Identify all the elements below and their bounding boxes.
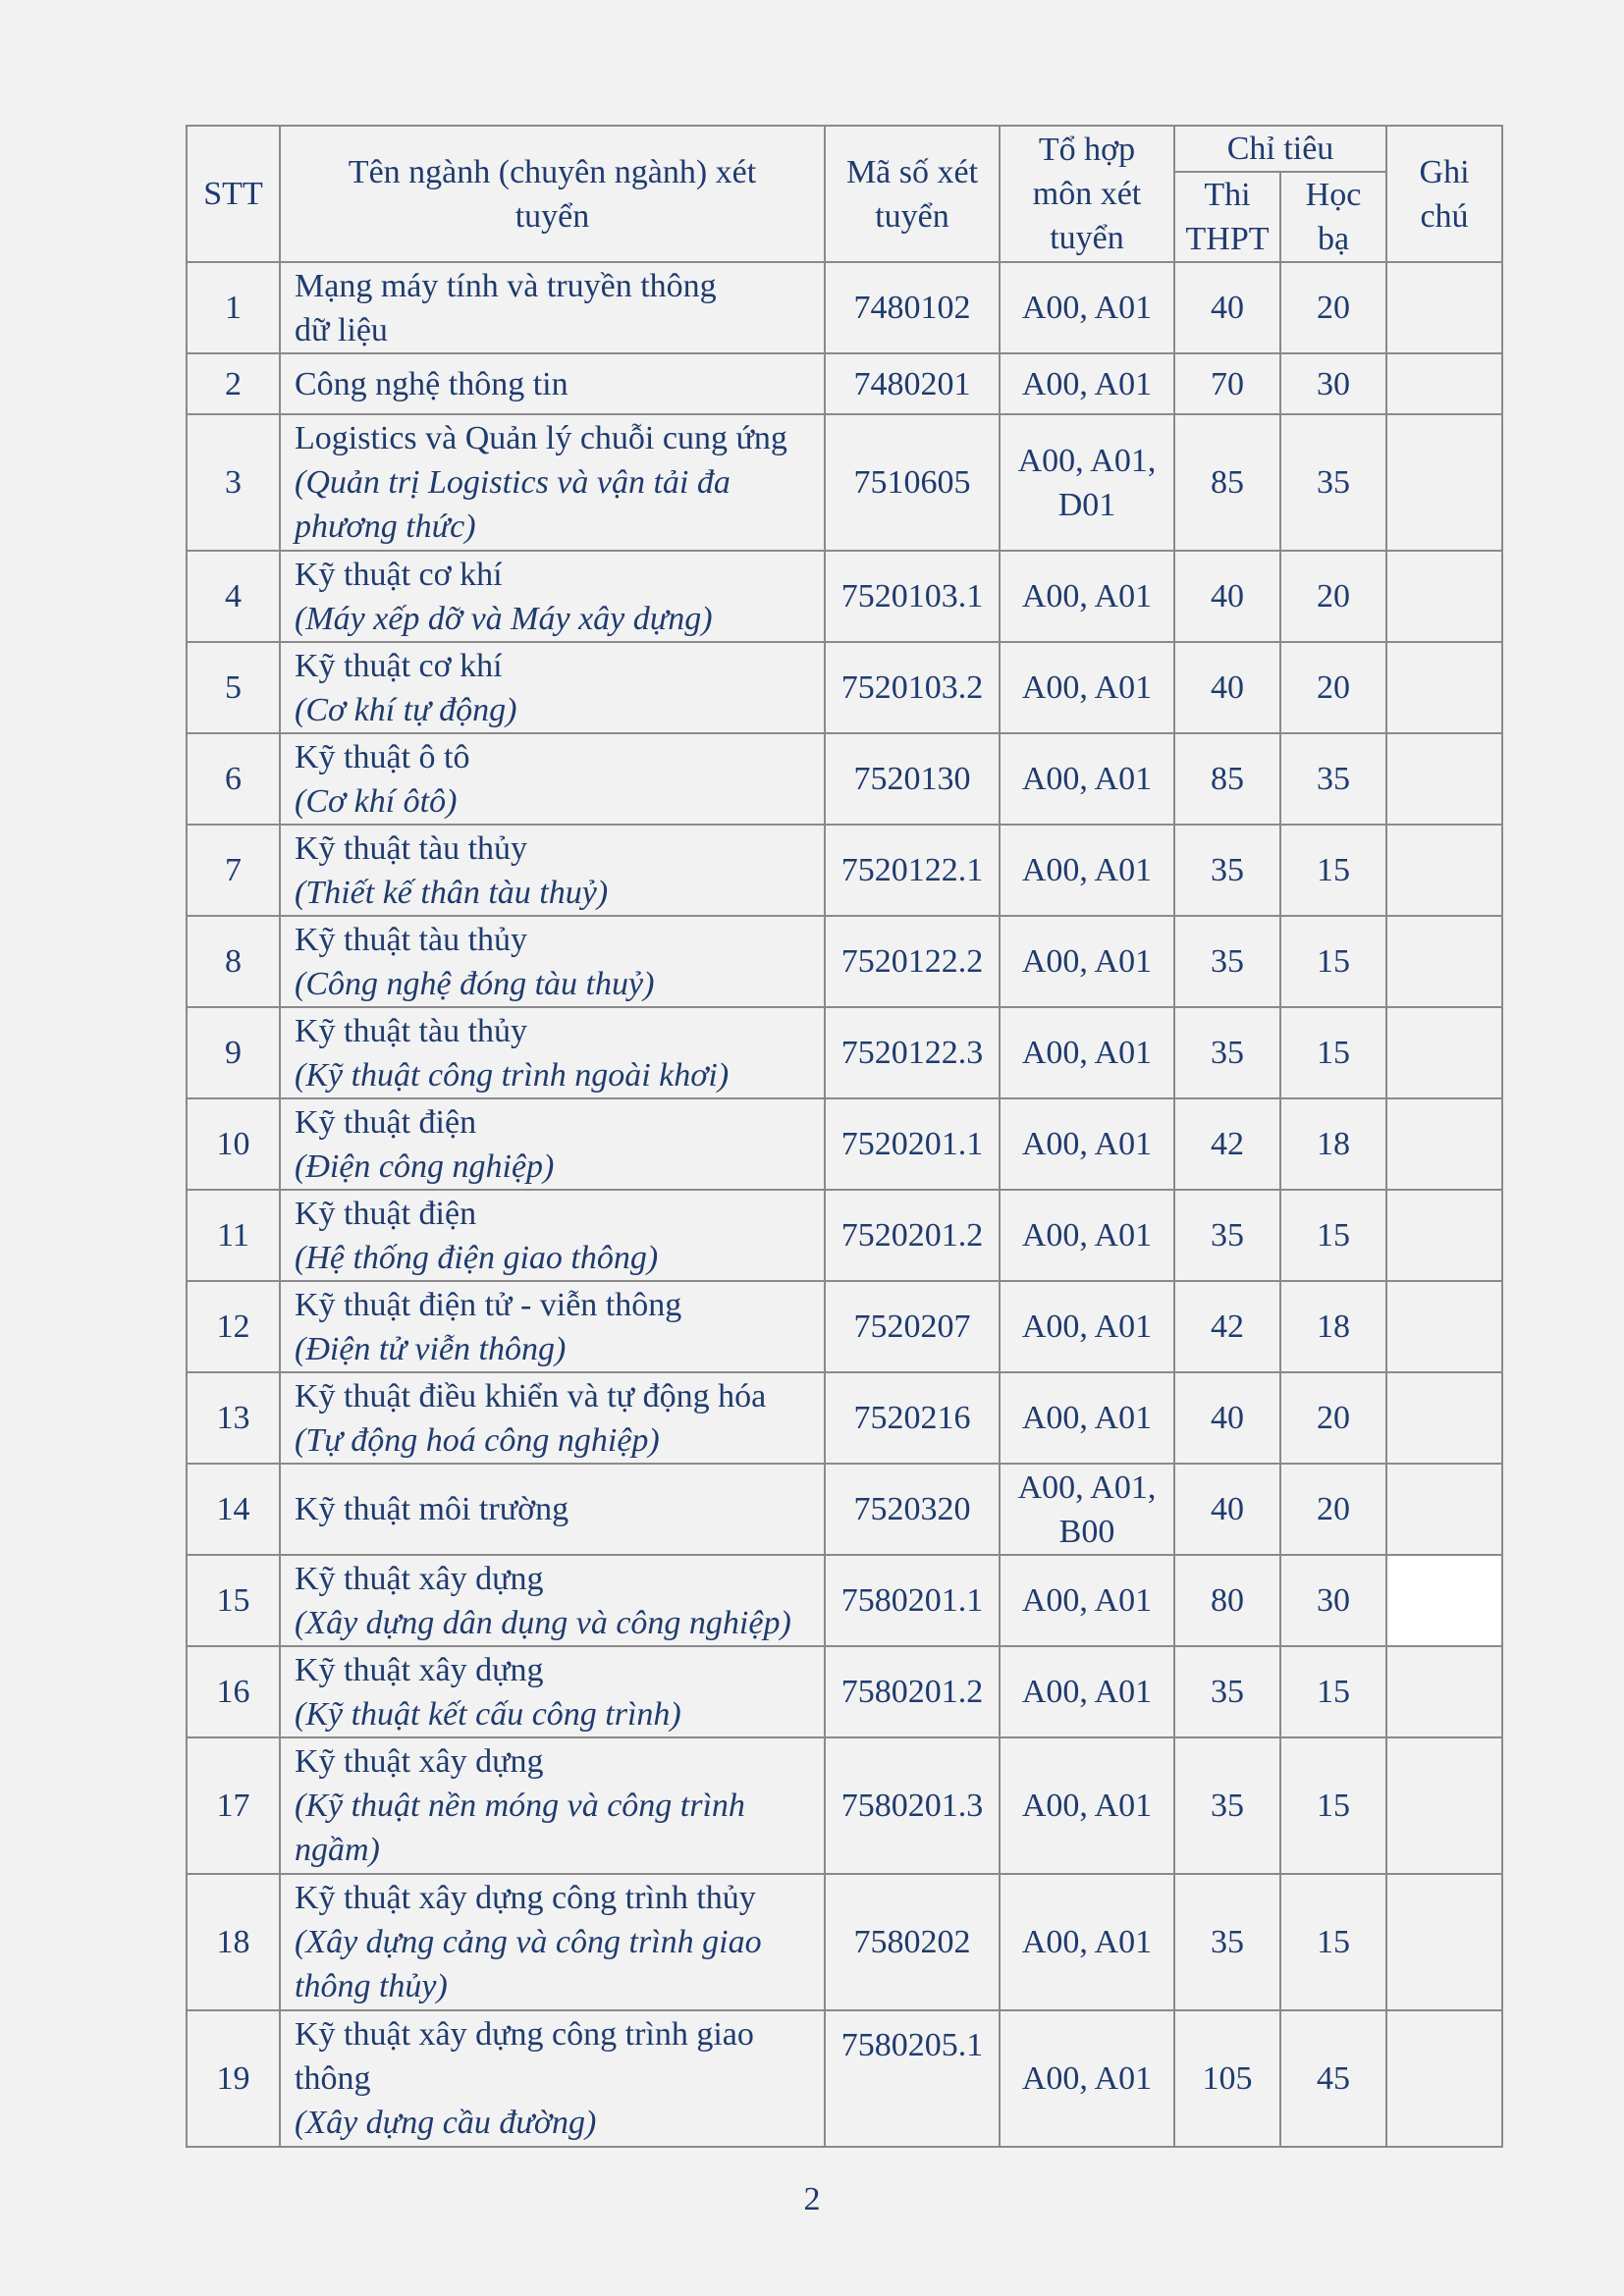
row-program-name [280, 1737, 825, 1874]
row-note [1386, 825, 1502, 916]
program-name: Kỹ thuật môi trường [295, 1491, 569, 1527]
row-quota-hocba: 20 [1280, 551, 1386, 642]
row-code: 7480201 [825, 353, 1000, 414]
program-name: Kỹ thuật xây dựng [295, 1651, 544, 1688]
header-note: Ghi chú [1386, 126, 1502, 262]
program-name: Kỹ thuật điện [295, 1103, 477, 1141]
row-quota-hocba: 15 [1280, 825, 1386, 916]
row-note [1386, 733, 1502, 825]
table-row [187, 414, 1502, 551]
row-quota-thpt: 40 [1174, 1372, 1280, 1464]
row-quota-thpt: 35 [1174, 825, 1280, 916]
row-quota-hocba: 35 [1280, 733, 1386, 825]
row-combo: A00, A01 [1000, 1646, 1174, 1737]
row-combo: A00, A01 [1000, 1098, 1174, 1190]
row-program-name [280, 1646, 825, 1737]
row-quota-thpt: 40 [1174, 1464, 1280, 1555]
row-note [1386, 2010, 1502, 2147]
table-row [187, 1737, 1502, 1874]
row-program-name [280, 1190, 825, 1281]
header-quota: Chỉ tiêu [1174, 126, 1386, 172]
row-code: 7520122.2 [825, 916, 1000, 1007]
program-name: Kỹ thuật ô tô [295, 738, 470, 775]
row-code: 7580201.3 [825, 1737, 1000, 1874]
program-specialization: (Điện tử viễn thông) [295, 1330, 567, 1367]
row-combo: A00, A01 [1000, 1737, 1174, 1874]
program-specialization: (Kỹ thuật công trình ngoài khơi) [295, 1056, 730, 1094]
row-quota-thpt: 105 [1174, 2010, 1280, 2147]
program-specialization: (Xây dựng cầu đường) [295, 2105, 597, 2141]
row-quota-hocba: 35 [1280, 414, 1386, 551]
row-note [1386, 1874, 1502, 2010]
row-quota-thpt: 80 [1174, 1555, 1280, 1646]
row-code: 7520201.1 [825, 1098, 1000, 1190]
table-row [187, 642, 1502, 733]
row-note [1386, 1372, 1502, 1464]
table-row [187, 825, 1502, 916]
row-program-name [280, 733, 825, 825]
row-note [1386, 916, 1502, 1007]
row-note [1386, 1007, 1502, 1098]
row-note [1386, 1646, 1502, 1737]
program-specialization: (Công nghệ đóng tàu thuỷ) [295, 965, 655, 1002]
program-name: Kỹ thuật tàu thủy [295, 1012, 528, 1049]
program-name: Kỹ thuật tàu thủy [295, 829, 528, 867]
row-quota-thpt: 40 [1174, 551, 1280, 642]
table-row [187, 551, 1502, 642]
header-name: Tên ngành (chuyên ngành) xét tuyển [280, 126, 825, 262]
program-name: Mạng máy tính và truyền thông dữ liệu [295, 267, 717, 348]
program-specialization: (Kỹ thuật nền móng và công trình ngầm) [295, 1788, 745, 1868]
row-combo: A00, A01, D01 [1000, 414, 1174, 551]
row-quota-hocba: 15 [1280, 1646, 1386, 1737]
row-program-name [280, 551, 825, 642]
row-program-name [280, 414, 825, 551]
row-combo: A00, A01, B00 [1000, 1464, 1174, 1555]
row-combo: A00, A01 [1000, 551, 1174, 642]
row-note [1386, 1190, 1502, 1281]
row-stt: 13 [187, 1372, 280, 1464]
header-code: Mã số xét tuyển [825, 126, 1000, 262]
row-program-name [280, 1555, 825, 1646]
row-code: 7520103.2 [825, 642, 1000, 733]
row-code: 7520122.3 [825, 1007, 1000, 1098]
row-program-name [280, 1372, 825, 1464]
program-name: Kỹ thuật điện tử - viễn thông [295, 1286, 682, 1323]
row-stt: 19 [187, 2010, 280, 2147]
row-note [1386, 642, 1502, 733]
row-combo: A00, A01 [1000, 2010, 1174, 2147]
row-quota-thpt: 35 [1174, 1874, 1280, 2010]
table-row [187, 1190, 1502, 1281]
row-stt: 7 [187, 825, 280, 916]
row-program-name [280, 1007, 825, 1098]
row-stt: 9 [187, 1007, 280, 1098]
row-quota-hocba: 30 [1280, 1555, 1386, 1646]
row-note [1386, 1737, 1502, 1874]
program-specialization: (Xây dựng cảng và công trình giao thông thủy) [295, 1924, 762, 2004]
row-combo: A00, A01 [1000, 1007, 1174, 1098]
row-combo: A00, A01 [1000, 1555, 1174, 1646]
table-row [187, 916, 1502, 1007]
row-program-name [280, 642, 825, 733]
program-specialization: (Kỹ thuật kết cấu công trình) [295, 1695, 681, 1733]
program-name: Kỹ thuật cơ khí [295, 556, 503, 593]
row-program-name [280, 262, 825, 353]
table-row [187, 1098, 1502, 1190]
row-note [1386, 551, 1502, 642]
program-name: Logistics và Quản lý chuỗi cung ứng [295, 420, 787, 456]
program-specialization: (Xây dựng dân dụng và công nghiệp) [295, 1604, 791, 1641]
row-code: 7510605 [825, 414, 1000, 551]
program-specialization: (Cơ khí tự động) [295, 691, 517, 728]
row-quota-thpt: 35 [1174, 1737, 1280, 1874]
row-program-name [280, 1281, 825, 1372]
row-code: 7580201.1 [825, 1555, 1000, 1646]
header-stt: STT [187, 126, 280, 262]
row-note [1386, 414, 1502, 551]
table-row [187, 1646, 1502, 1737]
row-quota-hocba: 18 [1280, 1281, 1386, 1372]
row-code: 7520201.2 [825, 1190, 1000, 1281]
row-quota-hocba: 15 [1280, 1737, 1386, 1874]
header-quota-thpt: Thi THPT [1174, 172, 1280, 262]
header-combo: Tổ hợp môn xét tuyển [1000, 126, 1174, 262]
row-program-name [280, 2010, 825, 2147]
program-name: Kỹ thuật xây dựng công trình giao thông [295, 2016, 754, 2097]
table-row [187, 733, 1502, 825]
row-note [1386, 1464, 1502, 1555]
program-name: Kỹ thuật điện [295, 1195, 477, 1232]
program-specialization: (Hệ thống điện giao thông) [295, 1239, 659, 1276]
row-combo: A00, A01 [1000, 1281, 1174, 1372]
program-name: Kỹ thuật tàu thủy [295, 921, 528, 958]
table-row [187, 1464, 1502, 1555]
row-program-name [280, 353, 825, 414]
row-stt: 4 [187, 551, 280, 642]
row-stt: 15 [187, 1555, 280, 1646]
row-stt: 3 [187, 414, 280, 551]
program-specialization: (Quản trị Logistics và vận tải đa phương thức) [295, 464, 731, 545]
header-quota-hocba: Học bạ [1280, 172, 1386, 262]
row-program-name [280, 1874, 825, 2010]
row-combo: A00, A01 [1000, 916, 1174, 1007]
row-stt: 18 [187, 1874, 280, 2010]
row-combo: A00, A01 [1000, 1874, 1174, 2010]
row-stt: 10 [187, 1098, 280, 1190]
program-name: Công nghệ thông tin [295, 365, 568, 402]
row-quota-hocba: 20 [1280, 262, 1386, 353]
row-quota-hocba: 15 [1280, 916, 1386, 1007]
row-quota-thpt: 85 [1174, 414, 1280, 551]
row-program-name [280, 1098, 825, 1190]
page-number: 2 [803, 2181, 821, 2217]
row-combo: A00, A01 [1000, 1190, 1174, 1281]
row-note [1386, 262, 1502, 353]
row-stt: 6 [187, 733, 280, 825]
table-row [187, 262, 1502, 353]
table-row [187, 1555, 1502, 1646]
row-note [1386, 1555, 1502, 1646]
row-note [1386, 1281, 1502, 1372]
row-quota-thpt: 35 [1174, 1190, 1280, 1281]
table-row [187, 1281, 1502, 1372]
row-quota-thpt: 40 [1174, 262, 1280, 353]
row-quota-hocba: 30 [1280, 353, 1386, 414]
row-stt: 1 [187, 262, 280, 353]
row-quota-thpt: 40 [1174, 642, 1280, 733]
row-quota-thpt: 35 [1174, 1646, 1280, 1737]
row-combo: A00, A01 [1000, 733, 1174, 825]
row-note [1386, 353, 1502, 414]
row-program-name [280, 825, 825, 916]
program-specialization: (Máy xếp dỡ và Máy xây dựng) [295, 600, 713, 637]
row-quota-hocba: 15 [1280, 1190, 1386, 1281]
row-program-name [280, 916, 825, 1007]
row-combo: A00, A01 [1000, 825, 1174, 916]
row-stt: 14 [187, 1464, 280, 1555]
row-stt: 2 [187, 353, 280, 414]
program-specialization: (Cơ khí ôtô) [295, 782, 458, 820]
row-quota-hocba: 18 [1280, 1098, 1386, 1190]
table-row [187, 1874, 1502, 2010]
program-specialization: (Thiết kế thân tàu thuỷ) [295, 874, 609, 911]
program-specialization: (Tự động hoá công nghiệp) [295, 1421, 660, 1459]
row-quota-thpt: 35 [1174, 916, 1280, 1007]
row-stt: 11 [187, 1190, 280, 1281]
row-quota-hocba: 20 [1280, 642, 1386, 733]
program-name: Kỹ thuật cơ khí [295, 647, 503, 684]
program-name: Kỹ thuật xây dựng [295, 1743, 544, 1780]
program-name: Kỹ thuật điều khiển và tự động hóa [295, 1377, 767, 1415]
program-specialization: (Điện công nghiệp) [295, 1148, 555, 1185]
table-row [187, 2010, 1502, 2147]
row-code: 7580205.1 [825, 2010, 1000, 2147]
row-quota-thpt: 42 [1174, 1281, 1280, 1372]
row-stt: 17 [187, 1737, 280, 1874]
row-note [1386, 1098, 1502, 1190]
row-code: 7480102 [825, 262, 1000, 353]
program-name: Kỹ thuật xây dựng [295, 1560, 544, 1597]
row-quota-thpt: 70 [1174, 353, 1280, 414]
row-code: 7580201.2 [825, 1646, 1000, 1737]
table-row [187, 1372, 1502, 1464]
row-stt: 16 [187, 1646, 280, 1737]
admission-quota-table [186, 125, 1503, 2148]
program-name: Kỹ thuật xây dựng công trình thủy [295, 1880, 756, 1916]
row-quota-hocba: 20 [1280, 1372, 1386, 1464]
row-code: 7520103.1 [825, 551, 1000, 642]
table-row [187, 353, 1502, 414]
row-quota-hocba: 45 [1280, 2010, 1386, 2147]
row-quota-hocba: 20 [1280, 1464, 1386, 1555]
row-stt: 5 [187, 642, 280, 733]
row-code: 7520130 [825, 733, 1000, 825]
row-stt: 8 [187, 916, 280, 1007]
row-combo: A00, A01 [1000, 642, 1174, 733]
row-code: 7520122.1 [825, 825, 1000, 916]
table-row [187, 1007, 1502, 1098]
row-combo: A00, A01 [1000, 353, 1174, 414]
row-stt: 12 [187, 1281, 280, 1372]
row-combo: A00, A01 [1000, 1372, 1174, 1464]
row-quota-hocba: 15 [1280, 1007, 1386, 1098]
row-code: 7520216 [825, 1372, 1000, 1464]
row-quota-thpt: 85 [1174, 733, 1280, 825]
row-program-name [280, 1464, 825, 1555]
row-code: 7520320 [825, 1464, 1000, 1555]
row-quota-thpt: 42 [1174, 1098, 1280, 1190]
row-quota-thpt: 35 [1174, 1007, 1280, 1098]
row-combo: A00, A01 [1000, 262, 1174, 353]
row-quota-hocba: 15 [1280, 1874, 1386, 2010]
row-code: 7580202 [825, 1874, 1000, 2010]
row-code: 7520207 [825, 1281, 1000, 1372]
